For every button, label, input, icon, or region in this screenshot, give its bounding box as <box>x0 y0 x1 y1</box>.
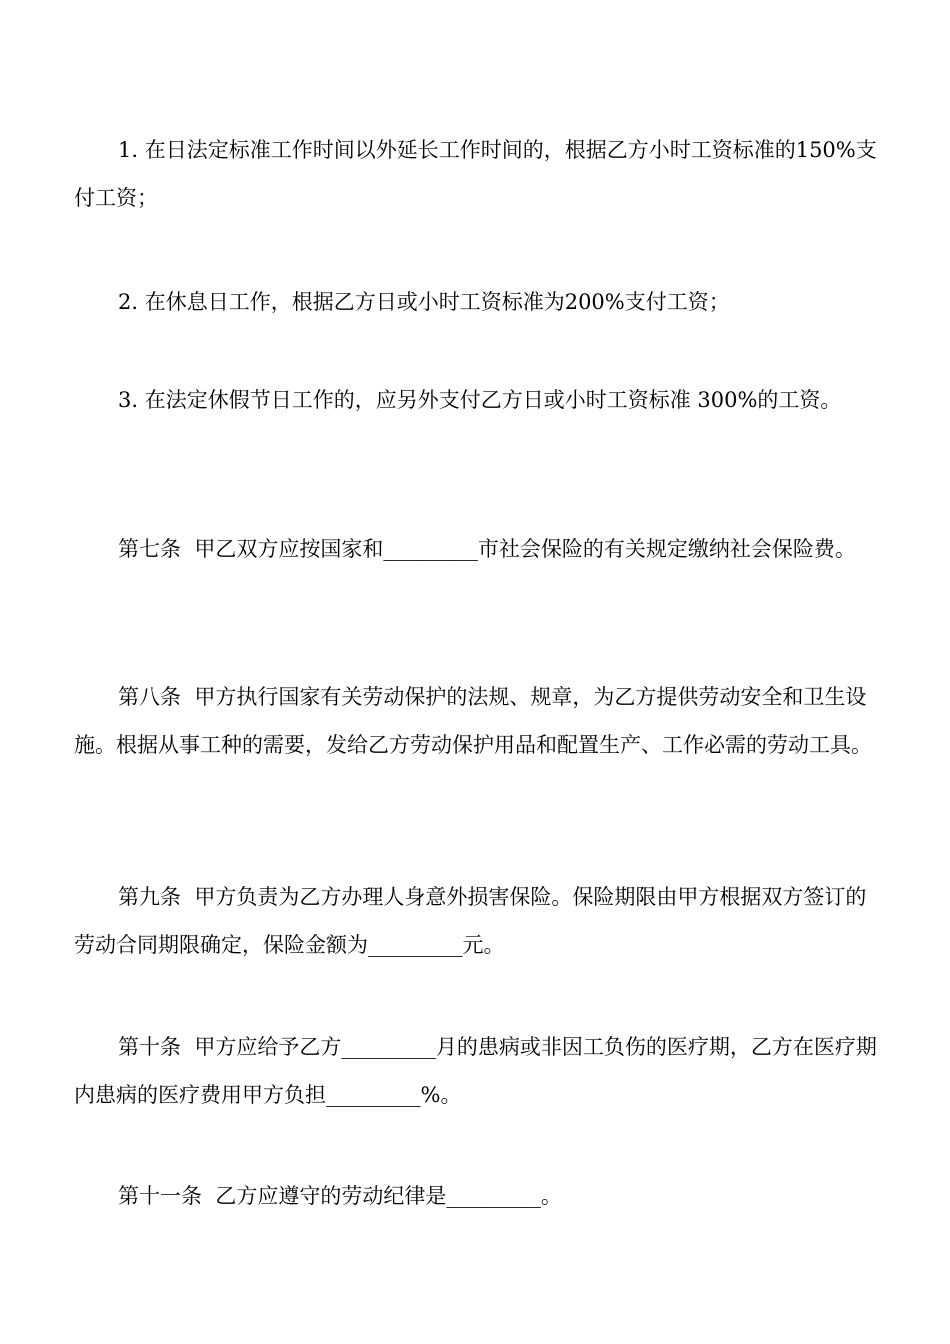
paragraph-article-10: 第十条 甲方应给予乙方_________月的患病或非因工负伤的医疗期，乙方在医疗期内患病的医疗费用甲方负担_________%。 <box>74 1035 877 1107</box>
paragraph-article-8: 第八条 甲方执行国家有关劳动保护的法规、规章，为乙方提供劳动安全和卫生设施。根据从事工种的需要，发给乙方劳动保护用品和配置生产、工作必需的劳动工具。 <box>74 685 872 757</box>
paragraph-article-11: 第十一条 乙方应遵守的劳动纪律是_________。 <box>118 1184 562 1208</box>
paragraph-article-7: 第七条 甲乙双方应按国家和_________市社会保险的有关规定缴纳社会保险费。 <box>118 537 856 561</box>
paragraph-item-2: 2. 在休息日工作，根据乙方日或小时工资标准为200%支付工资； <box>118 290 730 314</box>
paragraph-item-3: 3. 在法定休假节日工作的，应另外支付乙方日或小时工资标准 300%的工资。 <box>118 388 842 412</box>
paragraph-article-9: 第九条 甲方负责为乙方办理人身意外损害保险。保险期限由甲方根据双方签订的劳动合同期限确定，保险金额为_________元。 <box>74 885 867 957</box>
paragraph-item-1: 1. 在日法定标准工作时间以外延长工作时间的，根据乙方小时工资标准的150%支付工资； <box>74 138 877 210</box>
